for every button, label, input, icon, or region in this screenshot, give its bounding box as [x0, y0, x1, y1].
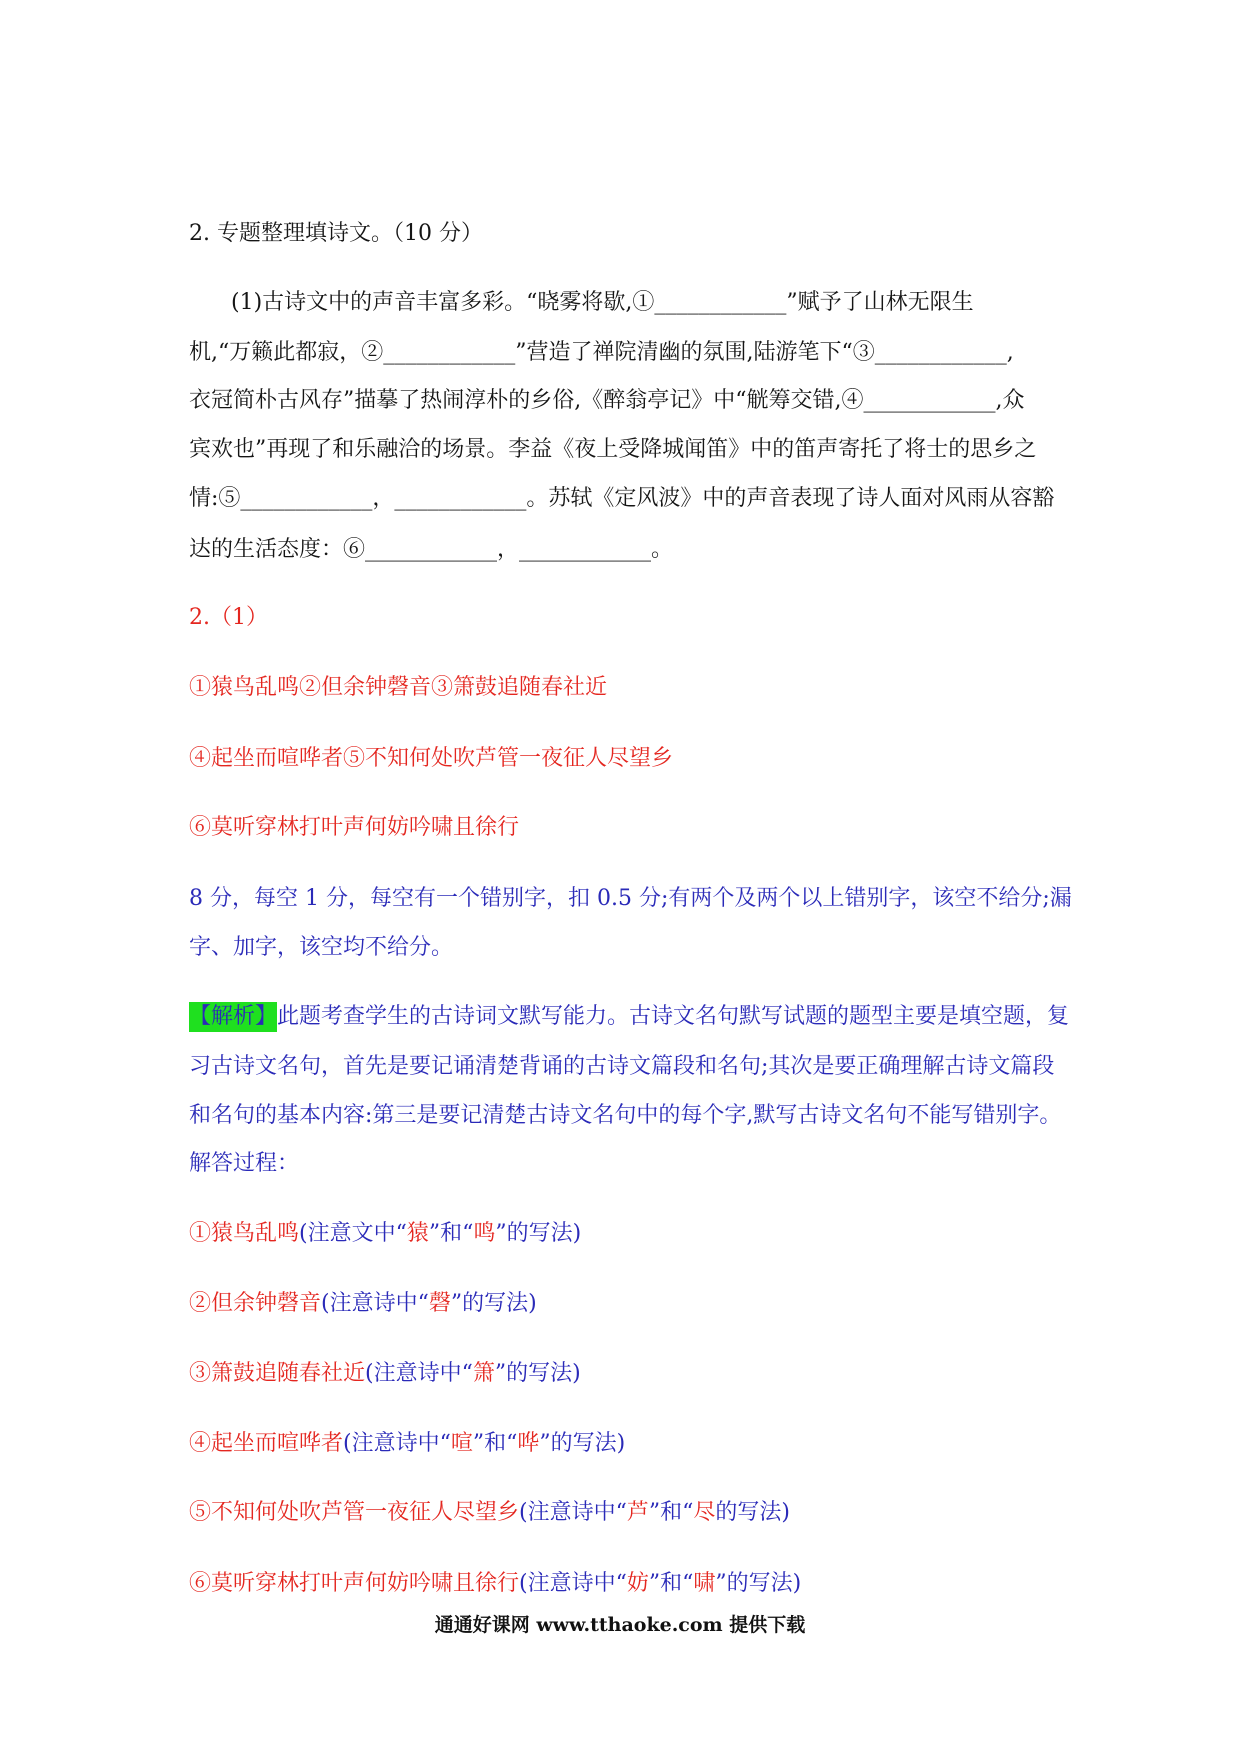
step-note: ”和“: [648, 1500, 694, 1525]
scoring-line-2: 字、加字，该空均不给分。: [189, 935, 454, 960]
answer-line-3: ⑥莫听穿林打叶声何妨吟啸且徐行: [189, 815, 520, 840]
step-key-char: 芦: [626, 1500, 649, 1525]
step-key-char: 鸣: [473, 1221, 496, 1246]
question-line-4: 宾欢也”再现了和乐融洽的场景。李益《夜上受降城闻笛》中的笛声寄托了将士的思乡之: [189, 437, 1037, 462]
analysis-step-5: [189, 1498, 790, 1528]
step-note: (注意诗中“: [519, 1500, 627, 1525]
step-key-char: 箫: [472, 1361, 495, 1386]
step-note: (注意诗中“: [365, 1361, 473, 1386]
analysis-line-4: 解答过程：: [189, 1151, 300, 1176]
step-note: (注意文中“: [299, 1221, 407, 1246]
step-note: (注意诗中“: [321, 1291, 429, 1316]
analysis-line-3: 和名句的基本内容:第三是要记清楚古诗文名句中的每个字,默写古诗文名句不能写错别字。: [189, 1103, 1062, 1128]
step-note: ”的写法): [450, 1291, 537, 1316]
step-answer: ③箫鼓追随春社近: [189, 1361, 366, 1386]
analysis-step-2: [189, 1289, 537, 1319]
analysis-line-1: [189, 1002, 1069, 1032]
analysis-step-4: [189, 1429, 625, 1459]
step-key-char: 猿: [406, 1221, 429, 1246]
step-key-char: 妨: [626, 1571, 649, 1596]
step-answer: ⑥莫听穿林打叶声何妨吟啸且徐行: [189, 1571, 520, 1596]
scoring-line-1: 8 分，每空 1 分，每空有一个错别字，扣 0.5 分;有两个及两个以上错别字，该空不给分;漏: [189, 886, 1072, 911]
step-note: ”的写法): [495, 1221, 582, 1246]
step-answer: ①猿鸟乱鸣: [189, 1221, 300, 1246]
step-note: (注意诗中“: [519, 1571, 627, 1596]
page-footer: 通通好课网 www.tthaoke.com 提供下载: [434, 1614, 806, 1636]
step-note: ”的写法): [494, 1361, 581, 1386]
step-key-char: 磬: [428, 1291, 451, 1316]
step-note: ”和“: [648, 1571, 694, 1596]
step-key-char: 哗: [517, 1431, 540, 1456]
step-note: (注意诗中“: [343, 1431, 451, 1456]
analysis-step-3: [189, 1359, 581, 1389]
question-line-5: 情:⑤____________，____________。苏轼《定风波》中的声音表现了诗人面对风雨从容豁: [189, 486, 1055, 511]
step-note: ”和“: [428, 1221, 474, 1246]
analysis-text: 此题考查学生的古诗词文默写能力。古诗文名句默写试题的题型主要是填空题，复: [277, 1004, 1070, 1029]
step-answer: ②但余钟磬音: [189, 1291, 322, 1316]
question-title: 2. 专题整理填诗文。（10 分）: [189, 221, 483, 246]
analysis-step-1: [189, 1219, 581, 1249]
step-note: ”的写法): [539, 1431, 626, 1456]
step-answer: ④起坐而喧哗者: [189, 1431, 344, 1456]
step-note: ”和“: [472, 1431, 518, 1456]
question-line-6: 达的生活态度：⑥____________，____________。: [189, 537, 674, 562]
question-line-3: 衣冠简朴古风存”描摹了热闹淳朴的乡俗,《醉翁亭记》中“觥筹交错,④____________,众: [189, 388, 1025, 413]
step-note: 的写法): [715, 1500, 790, 1525]
step-answer: ⑤不知何处吹芦管一夜征人尽望乡: [189, 1500, 520, 1525]
step-key-char: 尽: [693, 1500, 716, 1525]
analysis-tag: 【解析】: [189, 1002, 277, 1032]
answer-line-2: ④起坐而喧哗者⑤不知何处吹芦管一夜征人尽望乡: [189, 746, 674, 771]
answer-line-1: ①猿鸟乱鸣②但余钟磬音③箫鼓追随春社近: [189, 675, 608, 700]
question-line-2: 机,“万籁此都寂，②____________”营造了禅院清幽的氛围,陆游笔下“③____________,: [189, 340, 1014, 365]
question-line-1: (1)古诗文中的声音丰富多彩。“晓雾将歇,①____________”赋予了山林无限生: [231, 290, 974, 315]
answer-heading: 2.（1）: [189, 605, 268, 630]
step-key-char: 喧: [450, 1431, 473, 1456]
step-key-char: 啸: [693, 1571, 716, 1596]
analysis-line-2: 习古诗文名句，首先是要记诵清楚背诵的古诗文篇段和名句;其次是要正确理解古诗文篇段: [189, 1054, 1055, 1079]
analysis-step-6: [189, 1569, 801, 1599]
step-note: ”的写法): [715, 1571, 802, 1596]
